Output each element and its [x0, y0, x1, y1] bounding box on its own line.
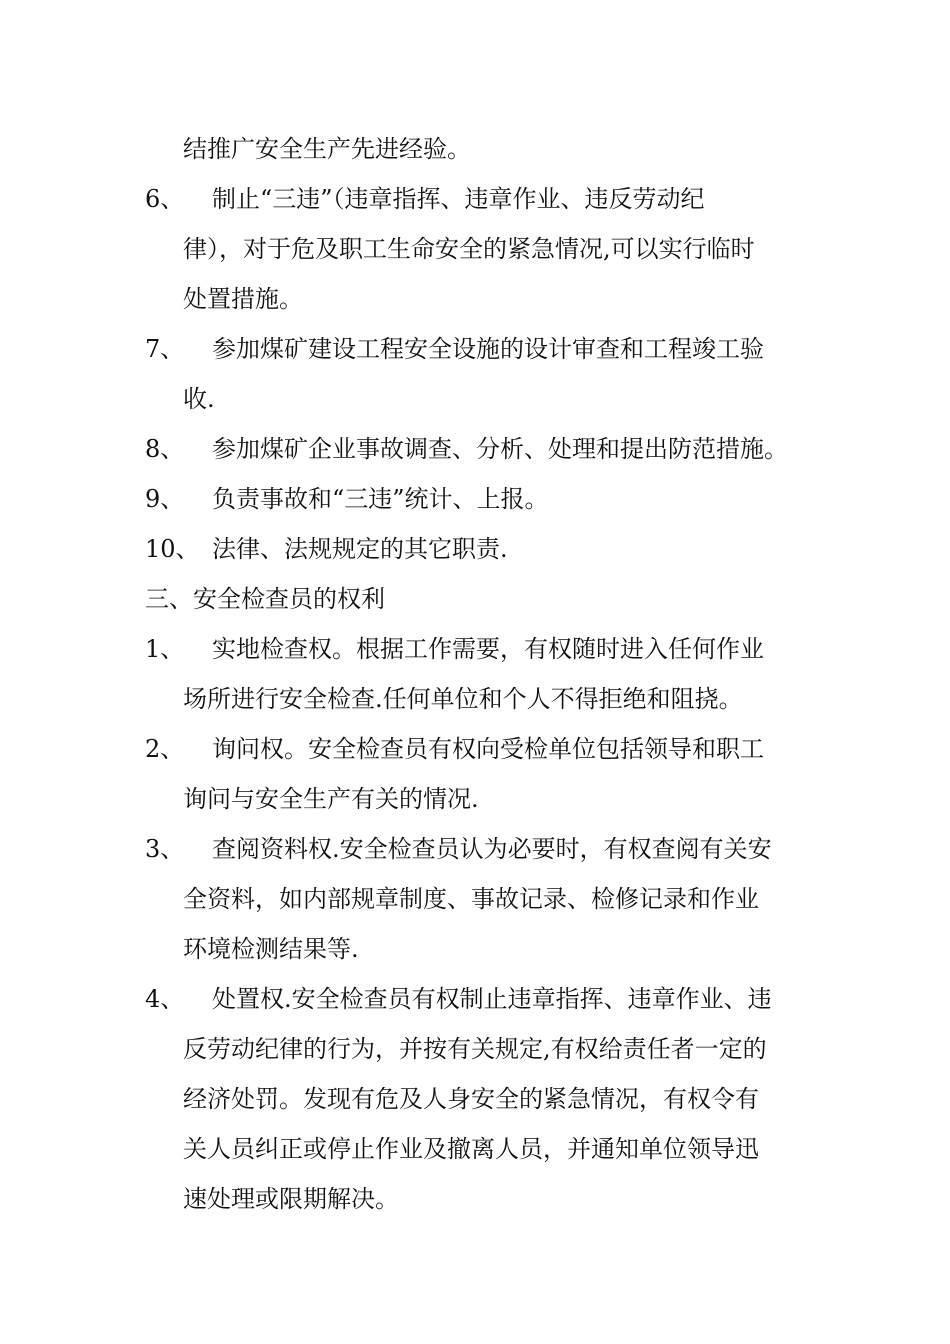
- item-line: 制止“三违”（违章指挥、违章作业、违反劳动纪: [212, 185, 705, 213]
- item-number: 8、: [145, 435, 185, 463]
- item-line: 参加煤矿建设工程安全设施的设计审查和工程竣工验: [212, 335, 764, 363]
- item-number: 2、: [145, 735, 185, 763]
- item-line: 关人员纠正或停止作业及撤离人员，并通知单位领导迅: [183, 1135, 759, 1163]
- item-line: 场所进行安全检查.任何单位和个人不得拒绝和阻挠。: [183, 685, 743, 713]
- item-line: 全资料，如内部规章制度、事故记录、检修记录和作业: [183, 885, 759, 913]
- item-line: 速处理或限期解决。: [183, 1185, 399, 1213]
- item-line: 法律、法规规定的其它职责.: [212, 535, 508, 563]
- item-line: 反劳动纪律的行为，并按有关规定,有权给责任者一定的: [183, 1035, 767, 1063]
- item-number: 6、: [145, 185, 185, 213]
- item-line: 律），对于危及职工生命安全的紧急情况,可以实行临时: [183, 235, 755, 263]
- item-line: 处置权.安全检查员有权制止违章指挥、违章作业、违: [212, 985, 772, 1013]
- item-line: 查阅资料权.安全检查员认为必要时，有权查阅有关安: [212, 835, 772, 863]
- item-line: 实地检查权。根据工作需要，有权随时进入任何作业: [212, 635, 764, 663]
- continuation-line: 结推广安全生产先进经验。: [183, 135, 471, 163]
- item-line: 询问与安全生产有关的情况.: [183, 785, 479, 813]
- item-number: 1、: [145, 635, 185, 663]
- item-line: 负责事故和“三违”统计、上报。: [212, 485, 549, 513]
- item-number: 3、: [145, 835, 185, 863]
- item-number: 4、: [145, 985, 185, 1013]
- item-number: 7、: [145, 335, 185, 363]
- item-line: 环境检测结果等.: [183, 935, 359, 963]
- item-line: 经济处罚。发现有危及人身安全的紧急情况，有权令有: [183, 1085, 759, 1113]
- item-number: 10、: [145, 535, 200, 563]
- item-line: 参加煤矿企业事故调查、分析、处理和提出防范措施。: [212, 435, 788, 463]
- item-number: 9、: [145, 485, 185, 513]
- item-line: 处置措施。: [183, 285, 303, 313]
- section-heading: 三、安全检查员的权利: [145, 585, 385, 613]
- item-line: 询问权。安全检查员有权向受检单位包括领导和职工: [212, 735, 764, 763]
- item-line: 收.: [183, 385, 215, 413]
